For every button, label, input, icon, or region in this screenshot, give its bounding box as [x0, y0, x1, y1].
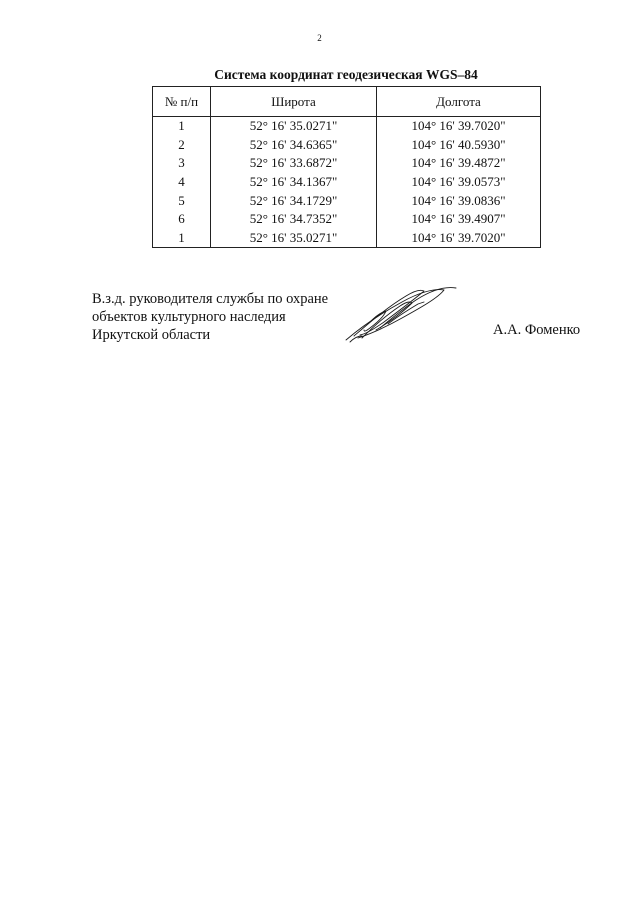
header-latitude: Широта	[211, 87, 377, 117]
row-longitude: 104° 16' 40.5930"	[377, 136, 541, 155]
table-row	[153, 136, 541, 155]
row-number: 1	[153, 229, 211, 248]
header-longitude: Долгота	[377, 87, 541, 117]
row-number: 6	[153, 210, 211, 229]
row-number: 5	[153, 191, 211, 210]
handwritten-signature	[340, 278, 460, 350]
row-number: 3	[153, 154, 211, 173]
row-longitude: 104° 16' 39.0573"	[377, 173, 541, 192]
signer-name: А.А. Фоменко	[493, 322, 581, 338]
row-latitude: 52° 16' 35.0271"	[211, 117, 377, 136]
signer-position	[92, 290, 328, 344]
header-number: № п/п	[153, 87, 211, 117]
signer-position-line: В.з.д. руководителя службы по охране	[92, 291, 329, 307]
table-row	[153, 210, 541, 229]
row-longitude: 104° 16' 39.4907"	[377, 210, 541, 229]
row-latitude: 52° 16' 34.1367"	[211, 173, 377, 192]
signer-position-line: объектов культурного наследия	[92, 309, 286, 325]
coordinates-table	[152, 86, 541, 248]
row-number: 4	[153, 173, 211, 192]
row-number: 1	[153, 117, 211, 136]
table-row	[153, 117, 541, 136]
row-latitude: 52° 16' 34.7352"	[211, 210, 377, 229]
table-row	[153, 191, 541, 210]
table-row	[153, 173, 541, 192]
page-number: 2	[317, 33, 322, 43]
row-latitude: 52° 16' 35.0271"	[211, 229, 377, 248]
table-row	[153, 229, 541, 248]
signer-position-line: Иркутской области	[92, 327, 211, 343]
row-longitude: 104° 16' 39.7020"	[377, 229, 541, 248]
table-row	[153, 154, 541, 173]
row-longitude: 104° 16' 39.0836"	[377, 191, 541, 210]
row-latitude: 52° 16' 34.1729"	[211, 191, 377, 210]
row-latitude: 52° 16' 33.6872"	[211, 154, 377, 173]
row-number: 2	[153, 136, 211, 155]
table-header-row	[153, 87, 541, 117]
table-title: Система координат геодезическая WGS–84	[214, 67, 478, 82]
row-longitude: 104° 16' 39.4872"	[377, 154, 541, 173]
row-latitude: 52° 16' 34.6365"	[211, 136, 377, 155]
row-longitude: 104° 16' 39.7020"	[377, 117, 541, 136]
